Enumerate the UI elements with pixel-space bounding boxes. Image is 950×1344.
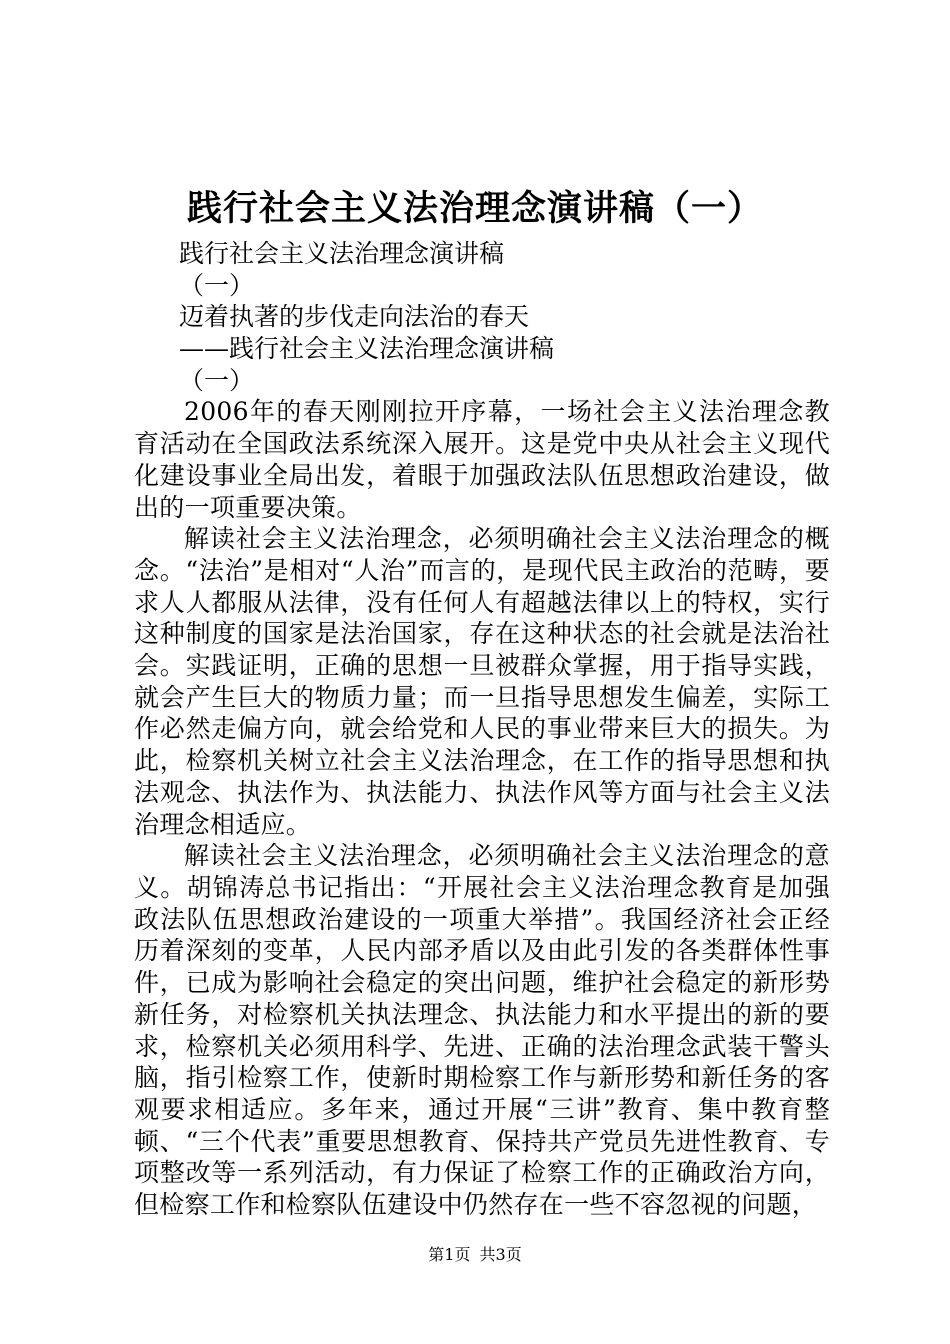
page-total: 共3页 [479,1245,522,1264]
paragraph: 解读社会主义法治理念，必须明确社会主义法治理念的概念。“法治”是相对“人治”而言的，是现代民主政治的范畴，要求人人都服从法律，没有任何人有超越法律以上的特权，实行这种制度的国家是法治国家，存在这种状态的社会就是法治社会。实践证明，正确的思想一旦被群众掌握，用于指导实践，就会产生巨大的物质力量；而一旦指导思想发生偏差，实际工作必然走偏方向，就会给党和人民的事业带来巨大的损失。为此，检察机关树立社会主义法治理念，在工作的指导思想和执法观念、执法作为、执法能力、执法作风等方面与社会主义法治理念相适应。 [134,524,830,839]
document-body [134,238,830,1221]
body-paragraphs [134,396,830,1220]
document-title: 践行社会主义法治理念演讲稿（一） [186,188,763,229]
header-line: （一） [179,365,255,395]
header-line: ——践行社会主义法治理念演讲稿 [179,334,555,364]
page-number: 第1页 [428,1245,471,1264]
header-line: （一） [179,270,255,300]
header-line: 迈着执著的步伐走向法治的春天 [179,302,530,332]
header-line: 践行社会主义法治理念演讲稿 [179,239,505,268]
paragraph: 2006年的春天刚刚拉开序幕，一场社会主义法治理念教育活动在全国政法系统深入展开。这是党中央从社会主义现代化建设事业全局出发，着眼于加强政法队伍思想政治建设，做出的一项重要决策。 [134,397,830,522]
page-footer [0,1244,950,1266]
paragraph: 解读社会主义法治理念，必须明确社会主义法治理念的意义。胡锦涛总书记指出：“开展社会主义法治理念教育是加强政法队伍思想政治建设的一项重大举措”。我国经济社会正经历着深刻的变革，人民内部矛盾以及由此引发的各类群体性事件，已成为影响社会稳定的突出问题，维护社会稳定的新形势新任务，对检察机关执法理念、执法能力和水平提出的新的要求，检察机关必须用科学、先进、正确的法治理念武装干警头脑，指引检察工作，使新时期检察工作与新形势和新任务的客观要求相适应。多年来，通过开展“三讲”教育、集中教育整顿、“三个代表”重要思想教育、保持共产党员先进性教育、专项整改等一系列活动，有力保证了检察工作的正确政治方向，但检察工作和检察队伍建设中仍然存在一些不容忽视的问题， [134,841,830,1220]
